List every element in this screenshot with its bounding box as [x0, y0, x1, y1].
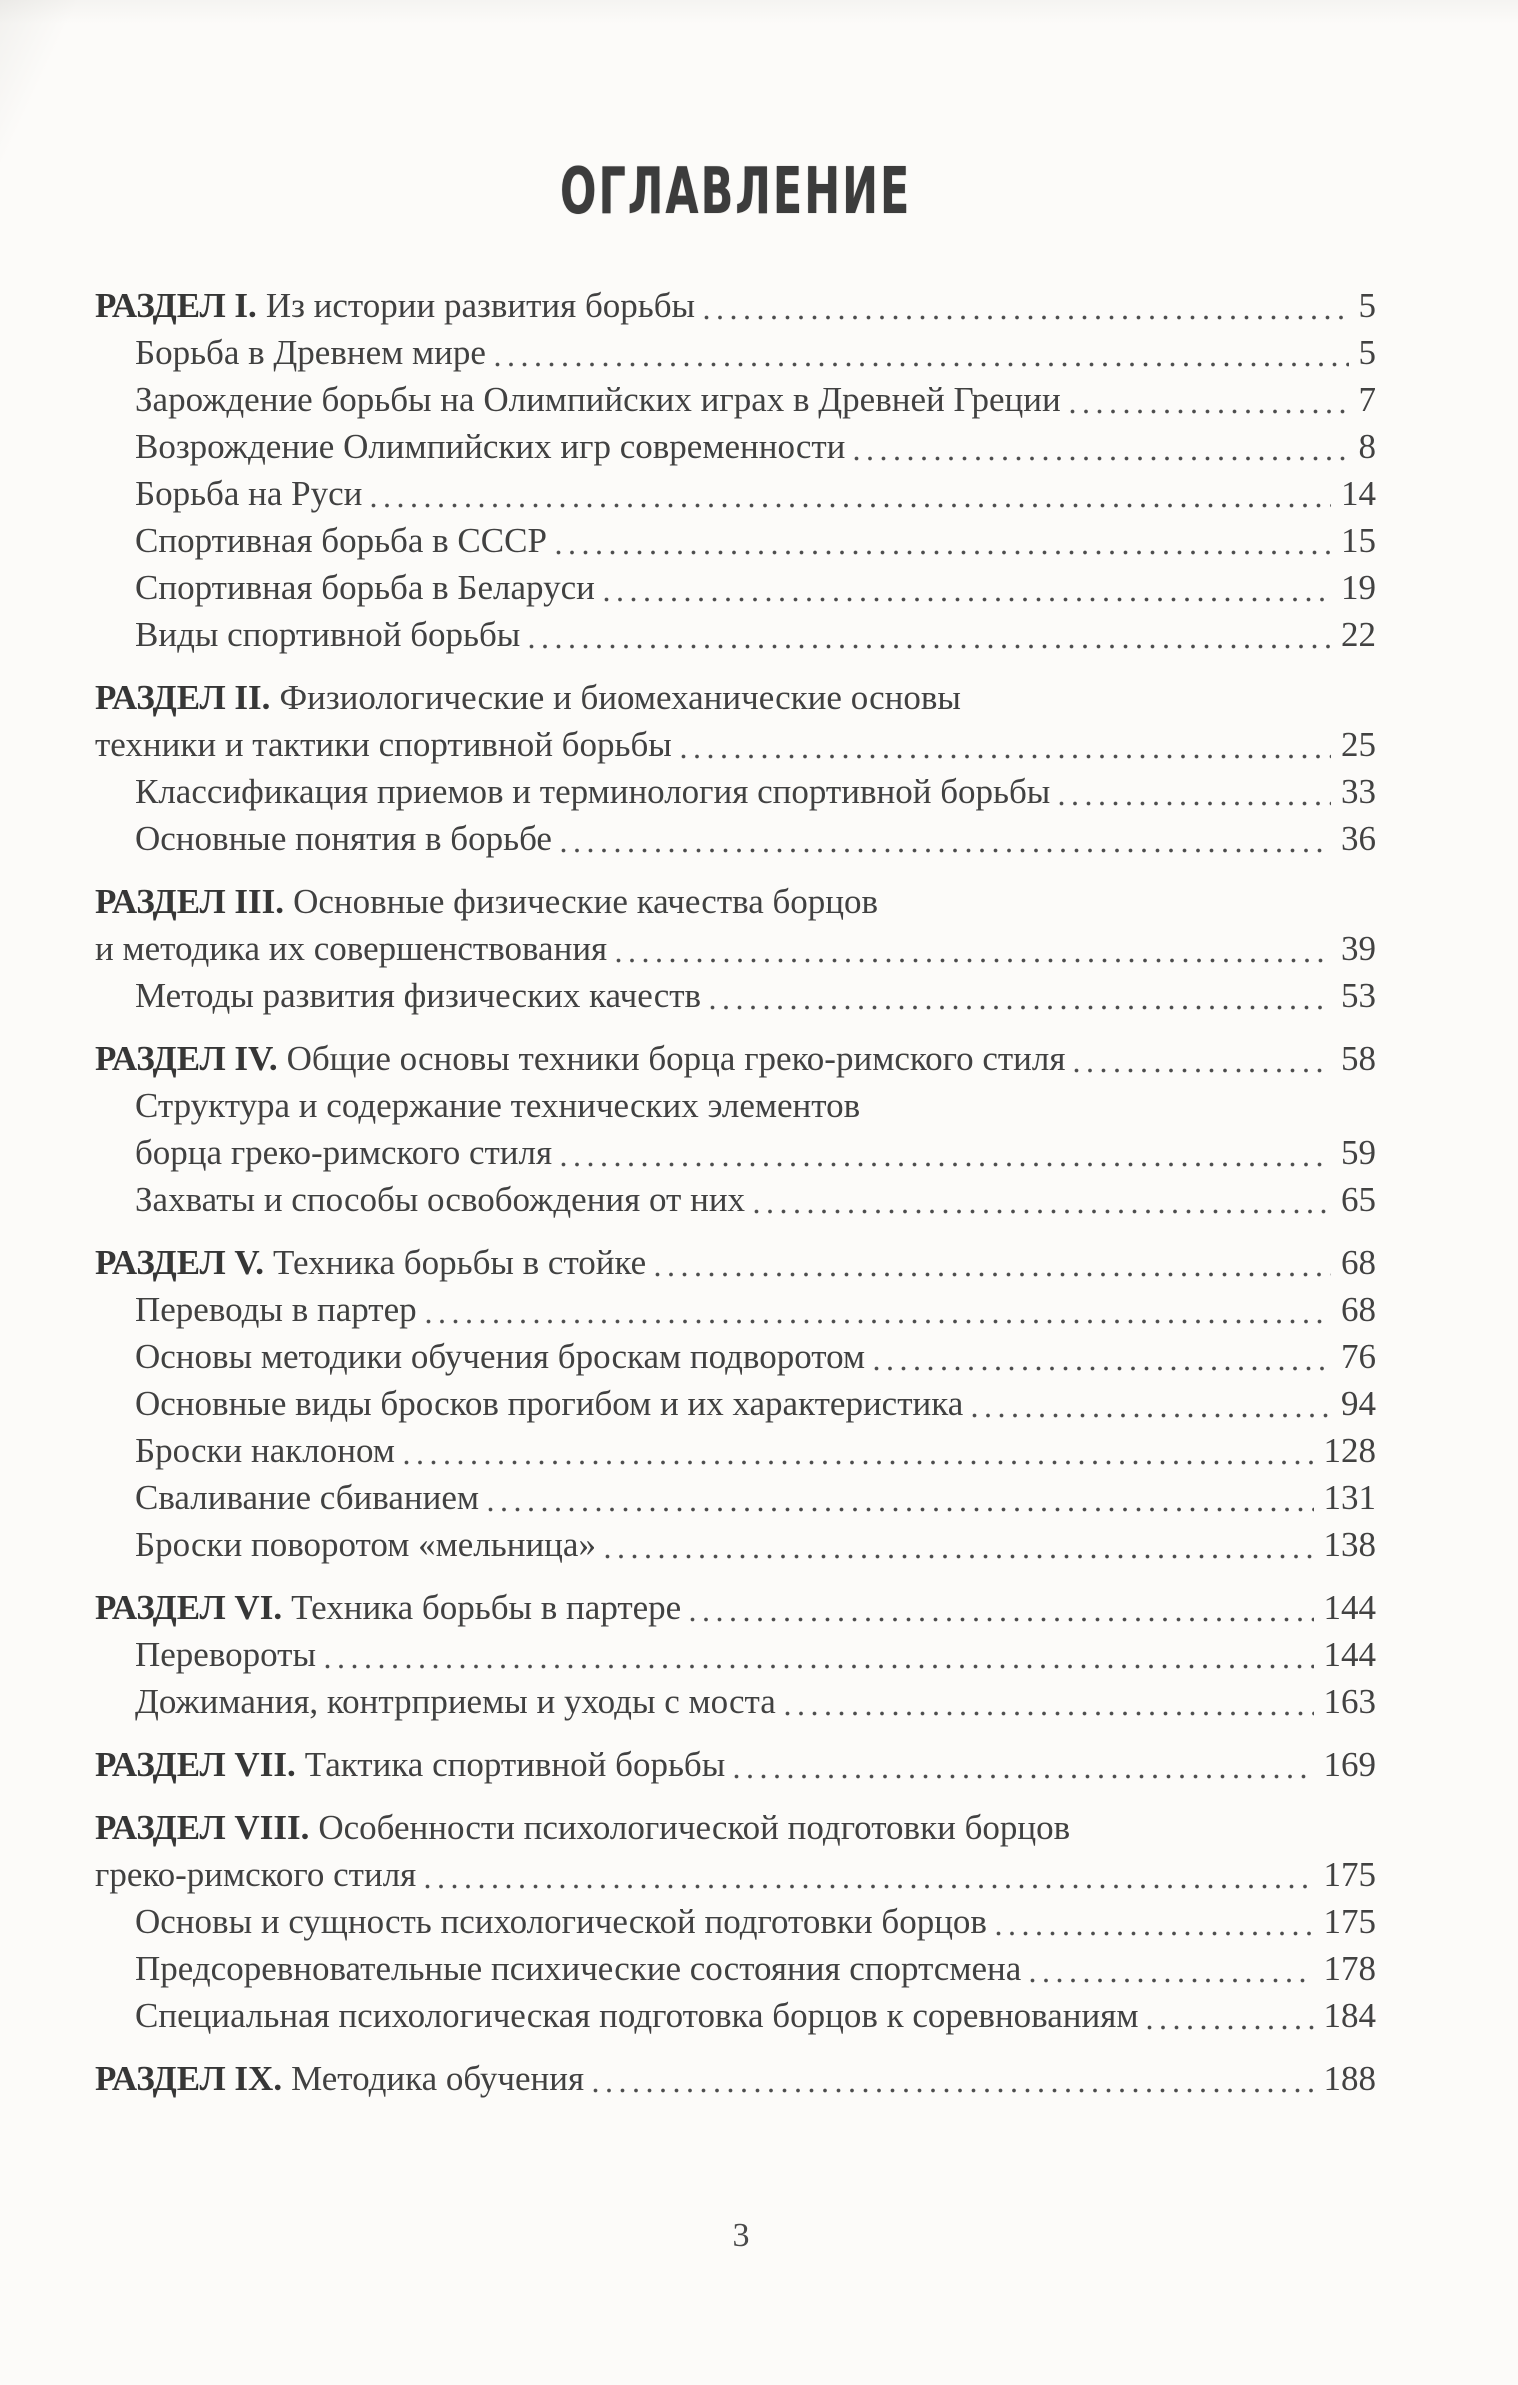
toc-entry-title: Основные физические качества борцов	[293, 882, 879, 921]
toc-section-prefix: РАЗДЕЛ IV.	[95, 1039, 278, 1078]
toc-entry-title: Структура и содержание технических элементов	[135, 1086, 861, 1125]
toc-entry	[95, 1035, 1065, 1082]
toc-page-number: 25	[1341, 725, 1376, 764]
toc-row	[95, 1427, 1376, 1474]
toc-entry	[135, 329, 486, 376]
dot-leader	[874, 1366, 1331, 1371]
toc-entry-title: Спортивная борьба в СССР	[135, 521, 547, 560]
toc-entry	[135, 517, 547, 564]
toc-entry	[95, 1239, 646, 1286]
toc-page-number: 178	[1323, 1949, 1376, 1988]
toc-section-prefix: РАЗДЕЛ IX.	[95, 2059, 283, 2098]
toc-page-number: 76	[1341, 1337, 1376, 1376]
toc-entry	[95, 1851, 416, 1898]
toc-page-number: 128	[1323, 1431, 1376, 1470]
toc-entry-title: Зарождение борьбы на Олимпийских играх в Древней Греции	[135, 380, 1061, 419]
dot-leader	[996, 1931, 1314, 1936]
toc-entry	[135, 470, 362, 517]
dot-leader	[604, 597, 1331, 602]
toc-row	[95, 1584, 1376, 1631]
toc-row	[95, 1239, 1376, 1286]
toc-section-prefix: РАЗДЕЛ V.	[95, 1243, 264, 1282]
dot-leader	[426, 1319, 1331, 1324]
toc-entry-title: Броски наклоном	[135, 1431, 395, 1470]
dot-leader	[325, 1664, 1314, 1669]
dot-leader	[785, 1711, 1314, 1716]
toc-entry	[95, 925, 607, 972]
toc-entry	[135, 1333, 865, 1380]
toc-page-number: 8	[1358, 427, 1376, 466]
toc-row	[95, 1945, 1376, 1992]
dot-leader	[556, 550, 1331, 555]
dot-leader	[605, 1554, 1314, 1559]
toc-entry	[95, 1741, 725, 1788]
dot-leader	[1059, 801, 1331, 806]
toc-section-prefix: РАЗДЕЛ VII.	[95, 1745, 296, 1784]
dot-leader	[690, 1617, 1313, 1622]
toc-row	[95, 2055, 1376, 2102]
toc-entry-title: Дожимания, контрприемы и уходы с моста	[135, 1682, 776, 1721]
toc-row	[95, 1082, 1376, 1129]
toc-entry	[135, 564, 595, 611]
toc-row	[95, 376, 1376, 423]
toc-entry	[135, 1678, 776, 1725]
toc-entry	[135, 1521, 596, 1568]
toc-entry-title: Техника борьбы в стойке	[272, 1243, 647, 1282]
dot-leader	[734, 1774, 1313, 1779]
toc-entry-title: Борьба на Руси	[135, 474, 363, 513]
toc-section-prefix: РАЗДЕЛ III.	[95, 882, 285, 921]
toc-entry	[135, 1945, 1021, 1992]
toc-page-number: 144	[1323, 1588, 1376, 1627]
dot-leader	[404, 1460, 1314, 1465]
toc-entry-title: Переводы в партер	[135, 1290, 417, 1329]
toc-entry-title: Спортивная борьба в Беларуси	[135, 568, 595, 607]
toc-entry	[135, 1992, 1138, 2039]
toc-entry	[135, 611, 520, 658]
toc-page-number: 58	[1341, 1039, 1376, 1078]
toc-row	[95, 674, 1376, 721]
toc-row	[95, 1898, 1376, 1945]
toc-entry-title: Сваливание сбиванием	[135, 1478, 480, 1517]
toc-page-number: 188	[1323, 2059, 1376, 2098]
dot-leader	[561, 1162, 1331, 1167]
toc-page-number: 5	[1358, 286, 1376, 325]
toc-entry	[135, 1380, 963, 1427]
toc-entry-title: Особенности психологической подготовки борцов	[318, 1808, 1071, 1847]
toc-page-number: 22	[1341, 615, 1376, 654]
dot-leader	[1030, 1978, 1313, 1983]
dot-leader	[425, 1884, 1313, 1889]
toc-entry-title: борца греко-римского стиля	[135, 1133, 553, 1172]
toc-section-prefix: РАЗДЕЛ VI.	[95, 1588, 283, 1627]
toc-section-prefix: РАЗДЕЛ I.	[95, 286, 257, 325]
toc-entry-title: Предсоревновательные психические состояния спортсмена	[135, 1949, 1022, 1988]
toc-page-number: 94	[1341, 1384, 1376, 1423]
toc-entry	[95, 2055, 584, 2102]
toc-entry	[135, 1898, 987, 1945]
toc-page-number: 68	[1341, 1290, 1376, 1329]
toc-row	[95, 972, 1376, 1019]
toc-entry	[135, 1427, 395, 1474]
toc-entry-title: Борьба в Древнем мире	[135, 333, 486, 372]
dot-leader	[710, 1005, 1331, 1010]
toc-entry-title: Захваты и способы освобождения от них	[135, 1180, 746, 1219]
toc-entry	[95, 878, 878, 925]
toc-section-prefix: РАЗДЕЛ VIII.	[95, 1808, 310, 1847]
toc-entry	[95, 674, 961, 721]
toc-page-number: 163	[1323, 1682, 1376, 1721]
toc-entry-title: техники и тактики спортивной борьбы	[95, 725, 672, 764]
toc-row	[95, 1804, 1376, 1851]
toc-entry-title: Физиологические и биомеханические основы	[279, 678, 961, 717]
toc-entry	[135, 1176, 745, 1223]
toc-entry	[95, 721, 672, 768]
dot-leader	[854, 456, 1348, 461]
toc-row	[95, 1129, 1376, 1176]
toc-page-number: 7	[1358, 380, 1376, 419]
toc-entry-title: Общие основы техники борца греко-римского стиля	[286, 1039, 1066, 1078]
toc-entry-title: Виды спортивной борьбы	[135, 615, 521, 654]
toc-page-number: 14	[1341, 474, 1376, 513]
toc-entry	[135, 1129, 552, 1176]
toc-row	[95, 1521, 1376, 1568]
toc-entry-title: греко-римского стиля	[95, 1855, 417, 1894]
toc-page-number: 169	[1323, 1745, 1376, 1784]
toc-page-number: 53	[1341, 976, 1376, 1015]
toc-page-number: 65	[1341, 1180, 1376, 1219]
toc-page-number: 19	[1341, 568, 1376, 607]
toc-page-number: 175	[1323, 1855, 1376, 1894]
toc-row	[95, 517, 1376, 564]
toc-list	[95, 282, 1376, 2102]
toc-row	[95, 768, 1376, 815]
toc-page-number: 175	[1323, 1902, 1376, 1941]
dot-leader	[681, 754, 1331, 759]
dot-leader	[593, 2088, 1313, 2093]
dot-leader	[616, 958, 1331, 963]
toc-entry-title: Основные понятия в борьбе	[135, 819, 552, 858]
dot-leader	[1147, 2025, 1313, 2030]
dot-leader	[529, 644, 1331, 649]
toc-entry	[95, 1584, 681, 1631]
toc-entry-title: и методика их совершенствования	[95, 929, 608, 968]
dot-leader	[495, 362, 1349, 367]
toc-entry	[135, 1286, 417, 1333]
dot-leader	[972, 1413, 1331, 1418]
toc-row	[95, 1176, 1376, 1223]
toc-row	[95, 1286, 1376, 1333]
toc-entry-title: Броски поворотом «мельница»	[135, 1525, 596, 1564]
toc-row	[95, 1851, 1376, 1898]
toc-row	[95, 1992, 1376, 2039]
toc-row	[95, 564, 1376, 611]
dot-leader	[655, 1272, 1331, 1277]
toc-entry-title: Основные виды бросков прогибом и их характеристика	[135, 1384, 964, 1423]
toc-row	[95, 925, 1376, 972]
toc-row	[95, 423, 1376, 470]
toc-row	[95, 1474, 1376, 1521]
toc-entry-title: Тактика спортивной борьбы	[304, 1745, 726, 1784]
dot-leader	[561, 848, 1331, 853]
toc-entry	[95, 282, 695, 329]
toc-entry-title: Методика обучения	[291, 2059, 585, 2098]
toc-entry	[135, 1082, 860, 1129]
toc-page-number: 36	[1341, 819, 1376, 858]
toc-entry-title: Основы и сущность психологической подготовки борцов	[135, 1902, 987, 1941]
toc-page-number: 144	[1323, 1635, 1376, 1674]
toc-row	[95, 1035, 1376, 1082]
toc-page-number: 5	[1358, 333, 1376, 372]
toc-section-prefix: РАЗДЕЛ II.	[95, 678, 271, 717]
toc-entry	[135, 1474, 479, 1521]
toc-entry	[95, 1804, 1070, 1851]
toc-entry	[135, 423, 845, 470]
toc-row	[95, 611, 1376, 658]
toc-page-number: 33	[1341, 772, 1376, 811]
toc-entry-title: Классификация приемов и терминология спортивной борьбы	[135, 772, 1051, 811]
toc-row	[95, 721, 1376, 768]
footer-page-number: 3	[732, 2217, 750, 2254]
toc-page-number: 184	[1323, 1996, 1376, 2035]
toc-page-number: 39	[1341, 929, 1376, 968]
toc-row	[95, 1678, 1376, 1725]
toc-entry	[135, 972, 701, 1019]
dot-leader	[1070, 409, 1349, 414]
toc-row	[95, 329, 1376, 376]
toc-row	[95, 470, 1376, 517]
toc-row	[95, 878, 1376, 925]
toc-row	[95, 815, 1376, 862]
toc-row	[95, 282, 1376, 329]
page-title: ОГЛАВЛЕНИЕ	[560, 155, 912, 229]
toc-row	[95, 1333, 1376, 1380]
toc-row	[95, 1631, 1376, 1678]
toc-page-number: 59	[1341, 1133, 1376, 1172]
toc-page-number: 15	[1341, 521, 1376, 560]
toc-entry-title: Возрождение Олимпийских игр современности	[135, 427, 846, 466]
toc-entry	[135, 376, 1061, 423]
toc-entry	[135, 768, 1050, 815]
toc-entry-title: Техника борьбы в партере	[291, 1588, 682, 1627]
toc-row	[95, 1380, 1376, 1427]
toc-page-number: 131	[1323, 1478, 1376, 1517]
toc-page-number: 138	[1323, 1525, 1376, 1564]
dot-leader	[371, 503, 1331, 508]
dot-leader	[754, 1209, 1331, 1214]
toc-page-number: 68	[1341, 1243, 1376, 1282]
toc-row	[95, 1741, 1376, 1788]
toc-entry-title: Из истории развития борьбы	[265, 286, 696, 325]
toc-entry	[135, 815, 552, 862]
toc-entry-title: Специальная психологическая подготовка борцов к соревнованиям	[135, 1996, 1139, 2035]
toc-entry-title: Методы развития физических качеств	[135, 976, 702, 1015]
dot-leader	[1074, 1068, 1331, 1073]
toc-entry-title: Перевороты	[135, 1635, 316, 1674]
dot-leader	[704, 315, 1348, 320]
dot-leader	[488, 1507, 1313, 1512]
toc-entry-title: Основы методики обучения броскам подворотом	[135, 1337, 866, 1376]
toc-entry	[135, 1631, 316, 1678]
